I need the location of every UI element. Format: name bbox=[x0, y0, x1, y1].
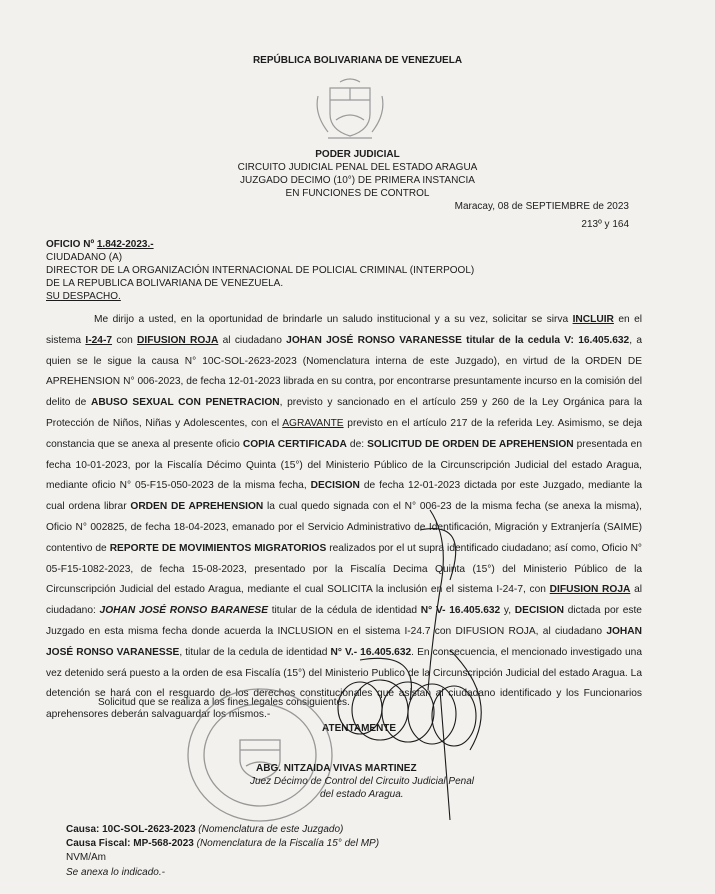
initials-line: NVM/Am bbox=[66, 852, 106, 863]
coat-of-arms-icon bbox=[310, 74, 390, 144]
signer-name: ABG. NITZAIDA VIVAS MARTINEZ bbox=[256, 763, 417, 774]
atentamente-label: ATENTAMENTE bbox=[322, 723, 397, 734]
recipient-line-1: CIUDADANO (A) bbox=[46, 252, 123, 263]
date-line: Maracay, 08 de SEPTIEMBRE de 2023 bbox=[454, 201, 629, 212]
recipient-line-4: SU DESPACHO. bbox=[46, 291, 121, 302]
official-seal-icon bbox=[180, 680, 340, 830]
recipient-line-3: DE LA REPUBLICA BOLIVARIANA DE VENEZUELA. bbox=[46, 278, 284, 289]
causa-fiscal-line: Causa Fiscal: MP-568-2023 (Nomenclatura de la Fiscalía 15° del MP) bbox=[66, 838, 380, 849]
body-text bbox=[46, 310, 642, 726]
signer-title-2: del estado Aragua. bbox=[320, 789, 404, 800]
judicial-power-heading: PODER JUDICIAL bbox=[315, 149, 400, 160]
causa-line: Causa: 10C-SOL-2623-2023 (Nomenclatura de este Juzgado) bbox=[66, 824, 344, 835]
circuit-heading: CIRCUITO JUDICIAL PENAL DEL ESTADO ARAGUA bbox=[237, 162, 478, 173]
annex-line: Se anexa lo indicado.- bbox=[66, 867, 165, 878]
signer-title-1: Juez Décimo de Control del Circuito Judicial Penal bbox=[250, 776, 474, 787]
body-paragraph: Me dirijo a usted, en la oportunidad de brindarle un saludo institucional y a su vez, solicitar se sirva INCLUIR en el sistema I-24-7 con DIFUSION ROJA al ciudadano JOHAN JOSÉ RONSO VARANESSE titular de la cedula V: 16.405.632, a quien se le sigue la causa N° 10C-SOL-2623-2023 (Nomenclatura interna de este Juzgado), en virtud de la ORDEN DE APREHENSION N° 006-2023, de fecha 12-01-2023 librada en su contra, por encontrarse presuntamente incurso en la comisión del delito de ABUSO SEXUAL CON PENETRACION, previsto y sancionado en el artículo 259 y 260 de la Ley Orgánica para la Protección de Niños, Niñas y Adolescentes, con el AGRAVANTE previsto en el artículo 217 de la referida Ley. Asimismo, se deja constancia que se anexa al presente oficio COPIA CERTIFICADA de: SOLICITUD DE ORDEN DE APREHENSION presentada en fecha 10-01-2023, por la Fiscalía Décimo Quinta (15°) del Ministerio Público de la Circunscripción Judicial del estado Aragua, mediante oficio N° 05-F15-050-2023 de la misma fecha, DECISION de fecha 12-01-2023 dictada por este Juzgado, mediante la cual ordena librar ORDEN DE APREHENSION la cual quedo signada con el N° 006-23 de la misma fecha (se anexa la misma), Oficio N° 002825, de fecha 18-04-2023, emanado por el Servicio Administrativo de Identificación, Migración y Extranjería (SAIME) contentivo de REPORTE DE MOVIMIENTOS MIGRATORIOS realizados por el ut supra identificado ciudadano; así como, Oficio N° 05-F15-1082-2023, de fecha 15-08-2023, presentado por la Fiscalía Decima Quinta (15°) del Ministerio Público de la Circunscripción Judicial del estado Aragua, mediante el cual SOLICITA la inclusión en el sistema I-24-7, con DIFUSION ROJA al ciudadano: JOHAN JOSÉ RONSO BARANESE titular de la cédula de identidad N° V- 16.405.632 y, DECISION dictada por este Juzgado en esta misma fecha donde acuerda la INCLUSION en el sistema I-24.7 con DIFUSION ROJA, al ciudadano JOHAN JOSÉ RONSO VARANESSE, titular de la cedula de identidad N° V.- 16.405.632. En consecuencia, el mencionado investigado una vez detenido será puesto a la orden de esa Fiscalía (15°) del Ministerio Publico de la Circunscripción Judicial del estado Aragua. La detención se hará con el resguardo de los derechos constitucionales que asistan al ciudadano identificado y los Funcionarios aprehensores deberán salvaguardar los mismos.- bbox=[46, 314, 643, 721]
years-line: 213º y 164 bbox=[581, 219, 629, 230]
oficio-prefix: OFICIO Nº bbox=[46, 239, 97, 250]
oficio-number bbox=[46, 238, 154, 252]
republic-heading: REPÚBLICA BOLIVARIANA DE VENEZUELA bbox=[252, 55, 463, 66]
oficio-number-value: 1.842-2023.- bbox=[96, 239, 154, 250]
court-heading: JUZGADO DECIMO (10°) DE PRIMERA INSTANCIA bbox=[240, 175, 475, 186]
function-heading: EN FUNCIONES DE CONTROL bbox=[285, 188, 430, 199]
recipient-line-2: DIRECTOR DE LA ORGANIZACIÓN INTERNACIONAL DE POLICIAL CRIMINAL (INTERPOOL) bbox=[46, 265, 475, 276]
closing-line: Solicitud que se realiza a los fines legales consiguientes. bbox=[98, 697, 350, 708]
